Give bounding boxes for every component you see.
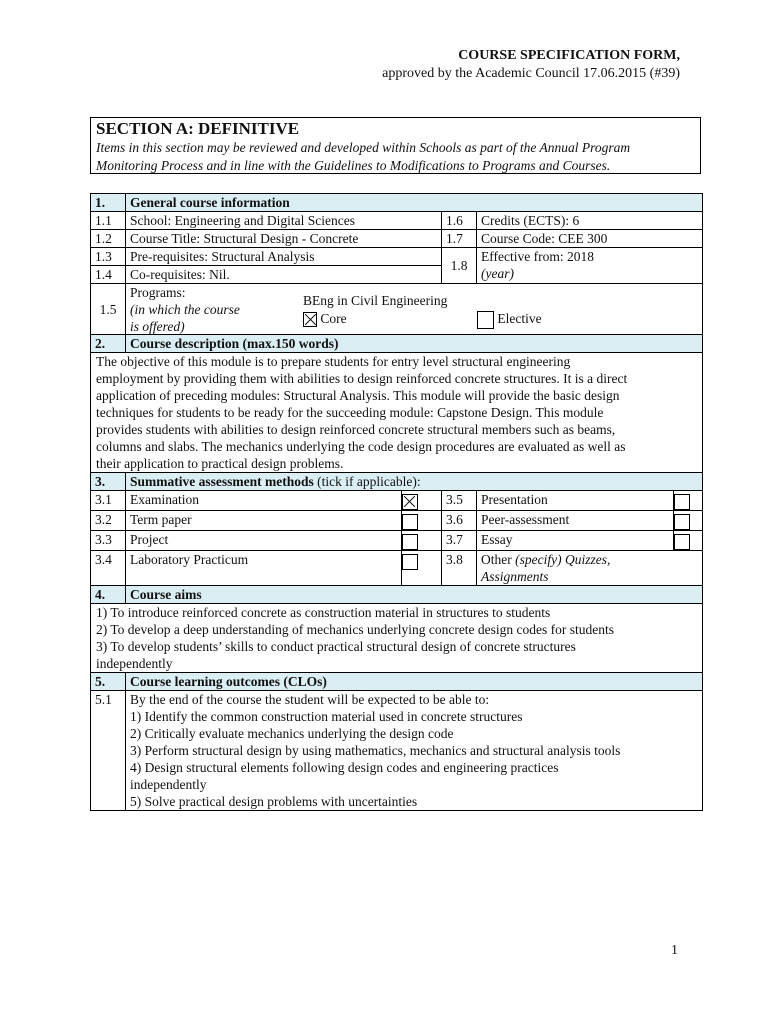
assessment-tick-cell: [402, 510, 442, 530]
section-title: Course aims: [126, 585, 703, 603]
section-title: Course description (max.150 words): [126, 335, 703, 353]
programs-cell: [126, 284, 703, 335]
project-checkbox[interactable]: [402, 534, 418, 550]
row-number: 3.6: [442, 510, 477, 530]
assessment-tick-cell: [674, 510, 703, 530]
effective-from-field: [477, 248, 703, 284]
description-line: columns and slabs. The mechanics underlying the code design procedures are evaluated as well as: [96, 439, 626, 454]
description-line: application of preceding modules: Structural Analysis. This module will provide the basic design: [96, 388, 620, 403]
row-number: 3.5: [442, 491, 477, 511]
school-field: School: Engineering and Digital Sciences: [126, 212, 442, 230]
aim-line: 3) To develop students’ skills to conduct practical structural design of concrete structures: [96, 638, 576, 654]
credits-field: Credits (ECTS): 6: [477, 212, 703, 230]
row-number: 1.8: [442, 248, 477, 284]
table-row: [91, 510, 703, 530]
row-number: 1.5: [91, 284, 126, 335]
outcome-line: independently: [130, 776, 207, 792]
row-number: 5.1: [91, 690, 126, 810]
assessment-tick-cell: [674, 491, 703, 511]
table-row: [91, 353, 703, 473]
row-number: 1.6: [442, 212, 477, 230]
description-line: their application to practical design problems.: [96, 456, 344, 471]
assessment-tick-cell: [402, 550, 442, 585]
assessment-label: Presentation: [477, 491, 674, 511]
section-title-note: (tick if applicable):: [317, 474, 421, 489]
assessment-label: Term paper: [126, 510, 402, 530]
section-2-header: [91, 335, 703, 353]
table-row: [91, 230, 703, 248]
assessment-label: Project: [126, 530, 402, 550]
section-1-header: [91, 194, 703, 212]
section-number: 2.: [91, 335, 126, 353]
row-number: 1.3: [91, 248, 126, 266]
section-title: [126, 473, 703, 491]
description-line: techniques for students to be ready for the succeeding module: Capstone Design. This module: [96, 405, 604, 420]
prerequisites-field: Pre-requisites: Structural Analysis: [126, 248, 442, 266]
table-row: [91, 284, 703, 335]
aim-line: independently: [96, 655, 173, 671]
course-title-field: Course Title: Structural Design - Concrete: [126, 230, 442, 248]
section-number: 1.: [91, 194, 126, 212]
core-label: Core: [320, 311, 347, 326]
section-a-title: SECTION A: DEFINITIVE: [96, 119, 300, 138]
assessment-tick-cell: [674, 530, 703, 550]
section-3-header: [91, 473, 703, 491]
other-note: (specify) Quizzes,: [515, 551, 611, 567]
row-number: 1.2: [91, 230, 126, 248]
core-checkbox[interactable]: [303, 312, 317, 327]
row-number: 3.3: [91, 530, 126, 550]
course-aims: [91, 603, 703, 672]
section-title: Course learning outcomes (CLOs): [126, 672, 703, 690]
elective-option[interactable]: [477, 310, 542, 329]
section-a-box: [90, 117, 701, 174]
course-description: [91, 353, 703, 473]
row-number: 3.4: [91, 550, 126, 585]
outcome-line: 5) Solve practical design problems with uncertainties: [130, 793, 418, 809]
section-5-header: [91, 672, 703, 690]
outcome-line: 4) Design structural elements following design codes and engineering practices: [130, 759, 559, 775]
programs-note-line1: (in which the course: [130, 302, 240, 317]
course-spec-table: [90, 193, 703, 811]
section-number: 5.: [91, 672, 126, 690]
assessment-tick-cell: [402, 530, 442, 550]
course-code-field: Course Code: CEE 300: [477, 230, 703, 248]
elective-label: Elective: [497, 311, 542, 326]
lab-practicum-checkbox[interactable]: [402, 554, 418, 570]
section-4-header: [91, 585, 703, 603]
assessment-label: Peer-assessment: [477, 510, 674, 530]
table-row: [91, 603, 703, 672]
description-line: employment by providing them with abilities to design reinforced concrete structures. It is a direct: [96, 371, 628, 386]
row-number: 3.2: [91, 510, 126, 530]
description-line: The objective of this module is to prepare students for entry level structural engineering: [96, 354, 571, 369]
row-number: 1.1: [91, 212, 126, 230]
corequisites-field: Co-requisites: Nil.: [126, 266, 442, 284]
description-line: provides students with abilities to design reinforced concrete structural members such as beams,: [96, 422, 616, 437]
section-title: General course information: [126, 194, 703, 212]
examination-checkbox[interactable]: [402, 494, 418, 510]
assessment-tick-cell: [402, 491, 442, 511]
row-number: 1.7: [442, 230, 477, 248]
section-a-desc-line1: Items in this section may be reviewed and developed within Schools as part of the Annual Program: [96, 140, 631, 155]
aim-line: 1) To introduce reinforced concrete as construction material in structures to students: [96, 604, 551, 620]
row-number: 3.7: [442, 530, 477, 550]
effective-year-note: (year): [481, 266, 514, 281]
form-approval-note: approved by the Academic Council 17.06.2015 (#39): [382, 66, 680, 81]
programs-label: Programs:: [130, 285, 186, 300]
elective-checkbox[interactable]: [477, 311, 494, 329]
assessment-label: Laboratory Practicum: [126, 550, 402, 585]
outcome-line: 1) Identify the common construction material used in concrete structures: [130, 708, 523, 724]
outcome-line: 2) Critically evaluate mechanics underlying the design code: [130, 725, 454, 741]
row-number: 3.1: [91, 491, 126, 511]
assessment-label: Essay: [477, 530, 674, 550]
section-number: 3.: [91, 473, 126, 491]
programs-note: [130, 301, 240, 335]
presentation-checkbox[interactable]: [674, 494, 690, 510]
effective-year-text: Effective from: 2018: [481, 249, 594, 264]
page-number: 1: [671, 943, 678, 958]
table-row: [91, 550, 703, 585]
program-name: BEng in Civil Engineering: [303, 293, 448, 308]
row-number: 1.4: [91, 266, 126, 284]
assessment-label: [477, 550, 703, 585]
table-row: [91, 690, 703, 810]
aim-line: 2) To develop a deep understanding of mechanics underlying concrete design codes for students: [96, 621, 615, 637]
table-row: [91, 212, 703, 230]
section-number: 4.: [91, 585, 126, 603]
outcome-line: By the end of the course the student will be expected to be able to:: [130, 691, 490, 707]
core-option[interactable]: [303, 310, 347, 327]
assessment-label: Examination: [126, 491, 402, 511]
row-number: 3.8: [442, 550, 477, 585]
learning-outcomes: [126, 690, 703, 810]
peer-assessment-checkbox[interactable]: [674, 514, 690, 530]
essay-checkbox[interactable]: [674, 534, 690, 550]
programs-note-line2: is offered): [130, 319, 185, 334]
table-row: [91, 530, 703, 550]
other-label: Other: [481, 551, 512, 567]
form-title: COURSE SPECIFICATION FORM,: [458, 48, 680, 63]
section-a-desc-line2: Monitoring Process and in line with the Guidelines to Modifications to Programs and Courses.: [96, 158, 611, 173]
other-note-line2: Assignments: [481, 568, 549, 584]
table-row: [91, 248, 703, 266]
section-title-text: Summative assessment methods: [130, 474, 314, 489]
outcome-line: 3) Perform structural design by using mathematics, mechanics and structural analysis tools: [130, 742, 621, 758]
table-row: [91, 491, 703, 511]
term-paper-checkbox[interactable]: [402, 514, 418, 530]
